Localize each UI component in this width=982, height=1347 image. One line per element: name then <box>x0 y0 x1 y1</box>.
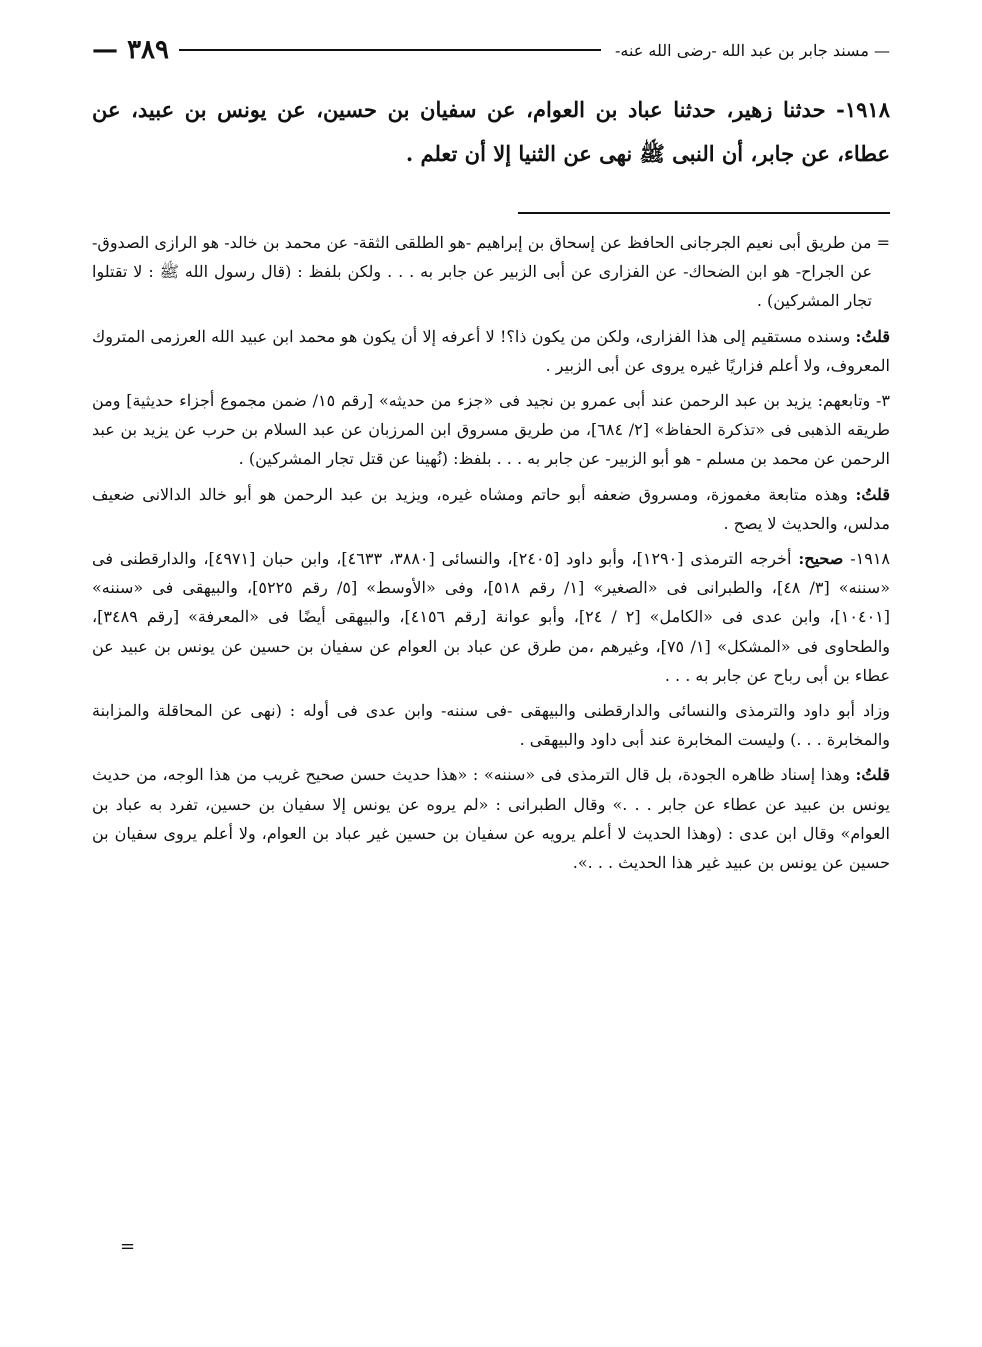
note-paragraph-2 <box>92 322 890 380</box>
note-text-5: أخرجه الترمذى [١٢٩٠]، وأبو داود [٢٤٠٥]، والنسائى [٣٨٨٠، ٤٦٣٣]، وابن حبان [٤٩٧١]، والدارقطنى فى «سننه» [٣/ ٤٨]، والطبرانى فى «الصغير» [١/ رقم ٥١٨]، وفى «الأوسط» [٥/ رقم ٥٢٢٥]، والبيهقى فى «سننه» [١٠٤٠١]، وابن عدى فى «الكامل» [٢ / ٢٤]، وأبو عوانة [رقم ٤١٥٦]، والبيهقى أيضًا فى «المعرفة» [رقم ٣٤٨٩]، والطحاوى فى «المشكل» [١/ ٧٥]، وغيرهم ،من طرق عن عباد بن العوام عن سفيان بن حسين عن يونس بن عبيد عن عطاء بن أبى رباح عن جابر به . . . <box>92 549 891 685</box>
note-number-5: ١٩١٨- <box>850 549 891 569</box>
hadith-number: ١٩١٨- <box>836 97 890 122</box>
page-number: ٣٨٩ — <box>92 35 169 65</box>
note-paragraph-5 <box>92 544 890 690</box>
note-paragraph-6: وزاد أبو داود والترمذى والنسائى والدارقطنى والبيهقى -فى سننه- وابن عدى فى أوله : (نهى عن المحاقلة والمزابنة والمخابرة . . .) وليست المخابرة عند أبى داود والبيهقى . <box>92 701 890 750</box>
header-leading-dash: — <box>874 40 890 60</box>
continuation-mark: = <box>120 1236 136 1257</box>
page-number-text: ٣٨٩ <box>127 35 169 65</box>
note-lead-4: قلتُ: <box>855 484 890 504</box>
header-rule <box>179 49 601 51</box>
note-text-4: وهذه متابعة مغموزة، ومسروق ضعفه أبو حاتم ومشاه غيره، ويزيد بن عبد الرحمن هو أبو خالد الدالانى ضعيف مدلس، والحديث لا يصح . <box>92 484 890 533</box>
note-lead-7: قلتُ: <box>855 765 890 785</box>
note-text-2: وسنده مستقيم إلى هذا الفزارى، ولكن من يكون ذا؟! لا أعرفه إلا أن يكون هو محمد ابن عبيد الله العرزمى المتروك المعروف، ولا أعلم فزاريًا غيره يروى عن أبى الزبير . <box>92 326 890 375</box>
note-text-7: وهذا إسناد ظاهره الجودة، بل قال الترمذى فى «سننه» : «هذا حديث حسن صحيح غريب من هذا الوجه، من حديث يونس بن عبيد عن عطاء عن جابر . . .» وقال الطبرانى : «لم يروه عن يونس إلا سفيان بن حسين، تفرد به عباد بن العوام» وقال ابن عدى : (وهذا الحديث لا أعلم يرويه عن سفيان بن حسين غير عباد بن العوام، ولا أعلم يروى سفيان بن حسين عن يونس بن عبيد غير هذا الحديث . . .». <box>92 765 890 873</box>
note-paragraph-3: ٣- وتابعهم: يزيد بن عبد الرحمن عند أبى عمرو بن نجيد فى «جزء من حديثه» [رقم ١٥/ ضمن مجموع أجزاء حديثية] ومن طريقه الذهبى فى «تذكرة الحفاظ» [٢/ ٦٨٤]، من طريق مسروق ابن المرزبان عن عبد السلام بن حرب عن يزيد بن عبد الرحمن عن محمد بن مسلم - هو أبو الزبير- عن جابر به . . . بلفظ: (نُهينا عن قتل تجار المشركين) . <box>92 391 891 469</box>
footnotes <box>92 228 890 883</box>
footnote-separator <box>518 212 890 214</box>
section-title <box>611 41 890 60</box>
note-lead-2: قلتُ: <box>855 326 890 346</box>
main-hadith <box>92 88 890 176</box>
note-paragraph-1: = من طريق أبى نعيم الجرجانى الحافظ عن إسحاق بن إبراهيم -هو الطلقى الثقة- عن محمد بن خالد- هو الرازى الصدوق- عن الجراح- هو ابن الضحاك- عن الفزارى عن أبى الزبير عن جابر به . . . ولكن بلفظ : (قال رسول الله ﷺ : لا تقتلوا تجار المشركين) . <box>92 233 890 311</box>
header-title-text: مسند جابر بن عبد الله -رضى الله عنه- <box>614 40 869 60</box>
note-paragraph-4 <box>92 480 890 538</box>
note-lead-5: صحيح: <box>798 549 844 569</box>
hadith-text: حدثنا زهير، حدثنا عباد بن العوام، عن سفيان بن حسين، عن يونس بن عبيد، عن عطاء، عن جابر، أن النبى ﷺ نهى عن الثنيا إلا أن تعلم . <box>92 97 890 166</box>
note-paragraph-7 <box>92 760 890 877</box>
page-header <box>92 30 890 70</box>
